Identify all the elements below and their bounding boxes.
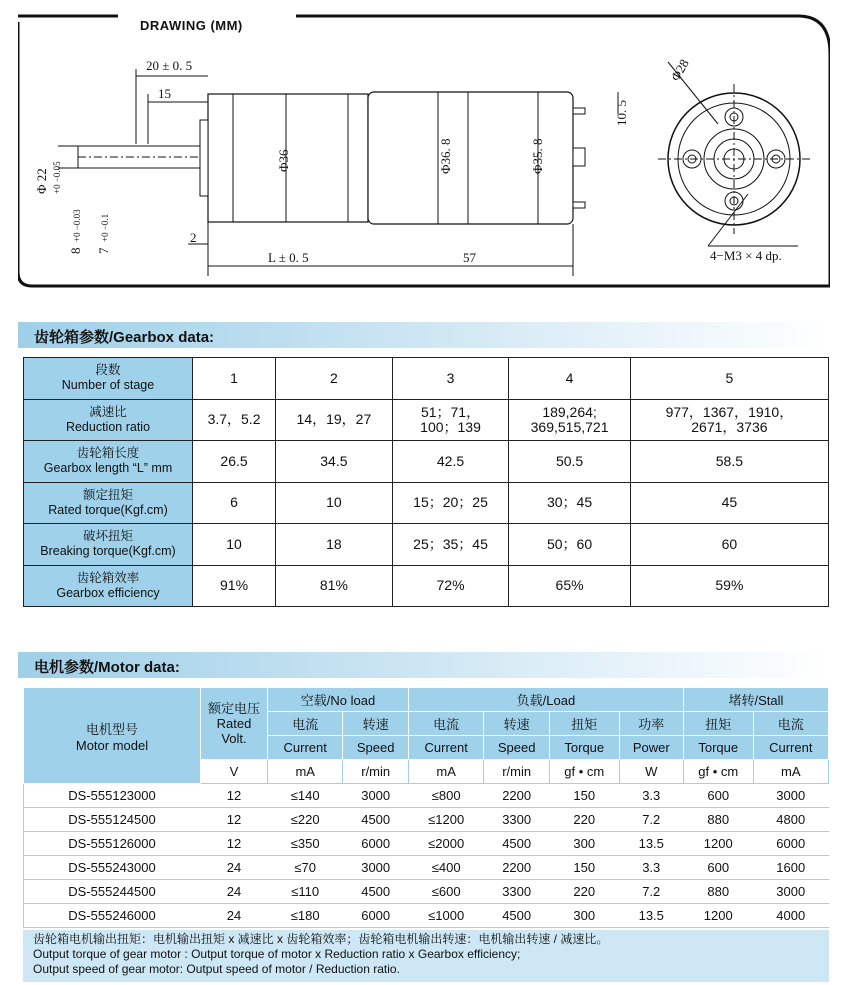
gearbox-row bbox=[24, 565, 829, 607]
dim-shaft-flat: 15 bbox=[158, 86, 171, 101]
motor-model-cell: DS-555246000 bbox=[24, 904, 201, 928]
column-header-en: Speed bbox=[484, 736, 550, 760]
dim-shaft-flat-tol: +0 −0.1 bbox=[100, 213, 110, 242]
gearbox-row bbox=[24, 482, 829, 524]
motor-row bbox=[24, 832, 829, 856]
gearbox-cell: 3.7，5.2 bbox=[193, 399, 276, 441]
column-header-cn: 功率 bbox=[619, 712, 683, 736]
unit-cell: gf • cm bbox=[549, 760, 619, 784]
dim-motor-end-dia: Φ35. 8 bbox=[530, 138, 545, 174]
gearbox-cell: 10 bbox=[193, 524, 276, 566]
dim-flange-thickness: 2 bbox=[190, 230, 197, 245]
motor-value-cell: 880 bbox=[683, 880, 753, 904]
label-en: Gearbox length “L” mm bbox=[43, 461, 173, 476]
dim-shaft-flat-dia: 7 bbox=[96, 247, 111, 254]
gearbox-cell: 14，19，27 bbox=[276, 399, 393, 441]
dim-shaft-dia-tol: +0 −0.03 bbox=[72, 209, 82, 242]
no-load-header: 空载/No load bbox=[268, 688, 409, 712]
gearbox-cell: 59% bbox=[630, 565, 828, 607]
dim-gearbox-dia: Φ36 bbox=[276, 149, 291, 172]
motor-value-cell: 6000 bbox=[753, 832, 828, 856]
motor-value-cell: 7.2 bbox=[619, 880, 683, 904]
motor-value-cell: 3300 bbox=[484, 880, 550, 904]
gearbox-cell: 72% bbox=[392, 565, 509, 607]
gearbox-row-label bbox=[24, 399, 193, 441]
gearbox-cell: 10 bbox=[276, 482, 393, 524]
gearbox-row bbox=[24, 524, 829, 566]
motor-value-cell: 3000 bbox=[753, 880, 828, 904]
dim-flange-diameter: Φ 22 bbox=[34, 168, 49, 194]
column-header-en: Current bbox=[753, 736, 828, 760]
motor-value-cell: 3300 bbox=[484, 808, 550, 832]
notes-box bbox=[23, 930, 829, 982]
motor-value-cell: ≤800 bbox=[408, 784, 483, 808]
unit-cell: gf • cm bbox=[683, 760, 753, 784]
gearbox-cell: 60 bbox=[630, 524, 828, 566]
motor-value-cell: 3000 bbox=[753, 784, 828, 808]
gearbox-cell: 91% bbox=[193, 565, 276, 607]
gearbox-cell: 1 bbox=[193, 358, 276, 400]
dim-mount-holes: 4−M3 × 4 dp. bbox=[710, 248, 782, 263]
gearbox-cell: 15；20；25 bbox=[392, 482, 509, 524]
motor-value-cell: 4000 bbox=[753, 904, 828, 928]
motor-value-cell: 24 bbox=[201, 856, 268, 880]
motor-value-cell: ≤220 bbox=[268, 808, 343, 832]
label-en: Rated torque(Kgf.cm) bbox=[48, 502, 168, 517]
gearbox-cell: 26.5 bbox=[193, 441, 276, 483]
motor-value-cell: ≤70 bbox=[268, 856, 343, 880]
motor-value-cell: 6000 bbox=[343, 904, 409, 928]
label-en: Gearbox efficiency bbox=[56, 585, 160, 600]
column-header-cn: 扭矩 bbox=[683, 712, 753, 736]
motor-value-cell: ≤400 bbox=[408, 856, 483, 880]
column-header-en: Torque bbox=[549, 736, 619, 760]
gearbox-cell: 25；35；45 bbox=[392, 524, 509, 566]
motor-value-cell: ≤110 bbox=[268, 880, 343, 904]
label-en: Breaking torque(Kgf.cm) bbox=[40, 544, 176, 559]
dim-motor-length: 57 bbox=[463, 250, 476, 265]
motor-value-cell: 600 bbox=[683, 856, 753, 880]
motor-model-cell: DS-555124500 bbox=[24, 808, 201, 832]
unit-cell: mA bbox=[408, 760, 483, 784]
motor-value-cell: ≤1200 bbox=[408, 808, 483, 832]
column-header-cn: 电流 bbox=[408, 712, 483, 736]
gearbox-row-label bbox=[24, 482, 193, 524]
dim-shaft-length: 20 ± 0. 5 bbox=[146, 58, 193, 73]
column-header-en: Current bbox=[408, 736, 483, 760]
unit-cell: mA bbox=[268, 760, 343, 784]
column-header-en: Torque bbox=[683, 736, 753, 760]
unit-cell: mA bbox=[753, 760, 828, 784]
motor-model-cell: DS-555244500 bbox=[24, 880, 201, 904]
motor-value-cell: 6000 bbox=[343, 832, 409, 856]
motor-value-cell: 4500 bbox=[484, 904, 550, 928]
gearbox-cell: 18 bbox=[276, 524, 393, 566]
gearbox-cell: 34.5 bbox=[276, 441, 393, 483]
motor-value-cell: 13.5 bbox=[619, 904, 683, 928]
motor-value-cell: 24 bbox=[201, 880, 268, 904]
gearbox-row-label bbox=[24, 441, 193, 483]
motor-value-cell: 220 bbox=[549, 880, 619, 904]
motor-heading: 电机参数/Motor data: bbox=[34, 659, 180, 676]
gearbox-cell: 977，1367，1910， 2671，3736 bbox=[630, 399, 828, 441]
motor-value-cell: ≤600 bbox=[408, 880, 483, 904]
gearbox-table bbox=[23, 357, 829, 607]
motor-value-cell: ≤140 bbox=[268, 784, 343, 808]
label-cn: 减速比 bbox=[89, 404, 127, 419]
unit-cell: W bbox=[619, 760, 683, 784]
motor-value-cell: 4500 bbox=[343, 808, 409, 832]
motor-row bbox=[24, 784, 829, 808]
motor-value-cell: 3.3 bbox=[619, 856, 683, 880]
technical-drawing bbox=[18, 14, 830, 294]
motor-value-cell: 12 bbox=[201, 784, 268, 808]
motor-value-cell: 12 bbox=[201, 808, 268, 832]
column-header-cn: 电流 bbox=[268, 712, 343, 736]
dim-shaft-dia: 8 bbox=[68, 247, 83, 254]
note-line-cn: 齿轮箱电机输出扭矩：电机输出扭矩 x 减速比 x 齿轮箱效率；齿轮箱电机输出转速：电机输出转速 / 减速比。 bbox=[33, 932, 609, 946]
motor-value-cell: 24 bbox=[201, 904, 268, 928]
gearbox-heading: 齿轮箱参数/Gearbox data: bbox=[34, 329, 215, 346]
gearbox-cell: 45 bbox=[630, 482, 828, 524]
gearbox-cell: 4 bbox=[509, 358, 630, 400]
gearbox-cell: 51；71， 100；139 bbox=[392, 399, 509, 441]
column-header-cn: 转速 bbox=[484, 712, 550, 736]
label-cn: 齿轮箱效率 bbox=[76, 570, 140, 585]
label-cn: 段数 bbox=[95, 363, 121, 378]
motor-value-cell: 1200 bbox=[683, 832, 753, 856]
motor-value-cell: 3000 bbox=[343, 784, 409, 808]
motor-value-cell: 1200 bbox=[683, 904, 753, 928]
unit-cell: r/min bbox=[343, 760, 409, 784]
drawing-svg bbox=[18, 14, 830, 294]
dim-bolt-circle: Φ28 bbox=[667, 56, 692, 84]
motor-value-cell: ≤350 bbox=[268, 832, 343, 856]
gearbox-cell: 3 bbox=[392, 358, 509, 400]
motor-value-cell: 600 bbox=[683, 784, 753, 808]
label-cn: 额定扭矩 bbox=[82, 487, 133, 502]
motor-value-cell: 4800 bbox=[753, 808, 828, 832]
motor-model-cell: DS-555123000 bbox=[24, 784, 201, 808]
label-en: Reduction ratio bbox=[65, 419, 151, 434]
gearbox-row bbox=[24, 399, 829, 441]
motor-value-cell: 13.5 bbox=[619, 832, 683, 856]
gearbox-row-label bbox=[24, 524, 193, 566]
motor-value-cell: ≤1000 bbox=[408, 904, 483, 928]
motor-value-cell: ≤2000 bbox=[408, 832, 483, 856]
note-line-speed: Output speed of gear motor: Output speed of motor / Reduction ratio. bbox=[33, 962, 400, 976]
dim-motor-dia: Φ36. 8 bbox=[438, 138, 453, 174]
gearbox-cell: 50；60 bbox=[509, 524, 630, 566]
gearbox-cell: 6 bbox=[193, 482, 276, 524]
motor-value-cell: 4500 bbox=[343, 880, 409, 904]
motor-value-cell: 880 bbox=[683, 808, 753, 832]
motor-row bbox=[24, 808, 829, 832]
motor-row bbox=[24, 856, 829, 880]
rated-volt-header: 额定电压 Rated Volt. bbox=[201, 688, 268, 760]
note-line-torque: Output torque of gear motor : Output torque of motor x Reduction ratio x Gearbox efficiency; bbox=[33, 947, 521, 961]
column-header-en: Current bbox=[268, 736, 343, 760]
motor-value-cell: 3000 bbox=[343, 856, 409, 880]
label-cn: 破坏扭矩 bbox=[82, 529, 133, 544]
motor-model-cell: DS-555243000 bbox=[24, 856, 201, 880]
gearbox-row bbox=[24, 441, 829, 483]
gearbox-section-header bbox=[18, 322, 830, 348]
motor-model-header: 电机型号 Motor model bbox=[24, 688, 201, 784]
motor-value-cell: 4500 bbox=[484, 832, 550, 856]
gearbox-cell: 65% bbox=[509, 565, 630, 607]
label-cn: 齿轮箱长度 bbox=[76, 446, 140, 461]
gearbox-cell: 5 bbox=[630, 358, 828, 400]
motor-value-cell: 7.2 bbox=[619, 808, 683, 832]
unit-cell: V bbox=[201, 760, 268, 784]
motor-value-cell: 150 bbox=[549, 784, 619, 808]
column-header-cn: 扭矩 bbox=[549, 712, 619, 736]
motor-value-cell: 220 bbox=[549, 808, 619, 832]
gearbox-cell: 50.5 bbox=[509, 441, 630, 483]
drawing-title: DRAWING (MM) bbox=[126, 18, 257, 33]
stall-header: 堵转/Stall bbox=[683, 688, 828, 712]
label-en: Number of stage bbox=[61, 378, 155, 393]
column-header-en: Speed bbox=[343, 736, 409, 760]
motor-row bbox=[24, 904, 829, 928]
motor-value-cell: 2200 bbox=[484, 856, 550, 880]
motor-value-cell: 150 bbox=[549, 856, 619, 880]
motor-value-cell: 300 bbox=[549, 832, 619, 856]
gearbox-cell: 81% bbox=[276, 565, 393, 607]
motor-table bbox=[23, 687, 829, 928]
dim-gearbox-length: L ± 0. 5 bbox=[268, 250, 309, 265]
gearbox-cell: 58.5 bbox=[630, 441, 828, 483]
motor-value-cell: 3.3 bbox=[619, 784, 683, 808]
column-header-en: Power bbox=[619, 736, 683, 760]
motor-value-cell: 300 bbox=[549, 904, 619, 928]
motor-value-cell: ≤180 bbox=[268, 904, 343, 928]
motor-value-cell: 1600 bbox=[753, 856, 828, 880]
gearbox-cell: 42.5 bbox=[392, 441, 509, 483]
column-header-cn: 转速 bbox=[343, 712, 409, 736]
load-header: 负载/Load bbox=[408, 688, 683, 712]
motor-row bbox=[24, 880, 829, 904]
gearbox-row bbox=[24, 358, 829, 400]
gearbox-cell: 189,264; 369,515,721 bbox=[509, 399, 630, 441]
gearbox-row-label bbox=[24, 358, 193, 400]
unit-cell: r/min bbox=[484, 760, 550, 784]
gearbox-cell: 2 bbox=[276, 358, 393, 400]
motor-model-cell: DS-555126000 bbox=[24, 832, 201, 856]
gearbox-cell: 30；45 bbox=[509, 482, 630, 524]
dim-terminal-offset: 10. 5 bbox=[614, 100, 629, 126]
gearbox-row-label bbox=[24, 565, 193, 607]
column-header-cn: 电流 bbox=[753, 712, 828, 736]
motor-section-header bbox=[18, 652, 830, 678]
dim-flange-diameter-tol: +0 −0.05 bbox=[52, 161, 62, 194]
motor-value-cell: 2200 bbox=[484, 784, 550, 808]
motor-value-cell: 12 bbox=[201, 832, 268, 856]
